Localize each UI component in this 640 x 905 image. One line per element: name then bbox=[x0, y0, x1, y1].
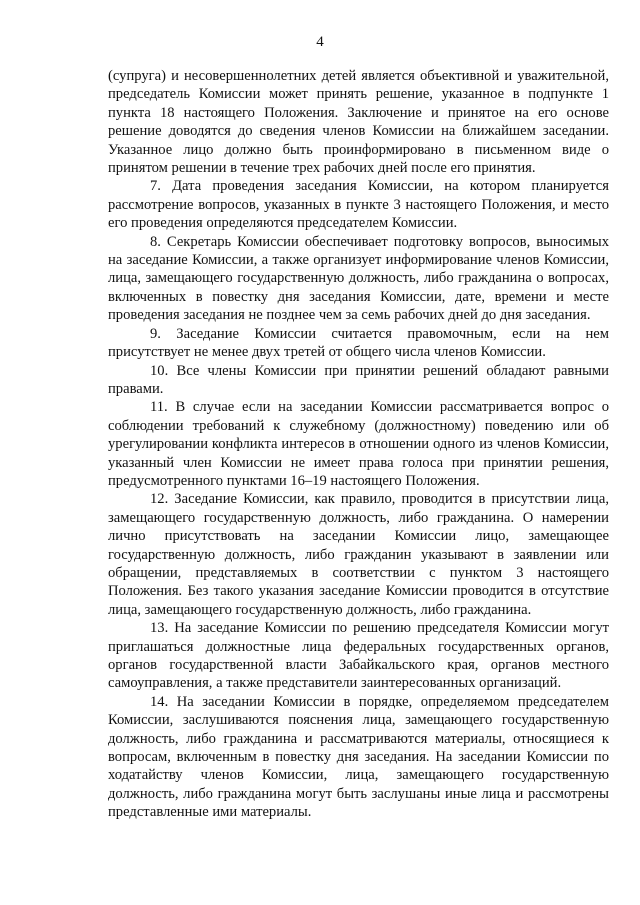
paragraph: 13. На заседание Комиссии по решению председателя Комиссии могут приглашаться должностные лица федеральных государственных органов, органов государственной власти Забайкальского края, органов местного самоуправления, а также представители заинтересованных организаций. bbox=[108, 620, 609, 692]
paragraph: 9. Заседание Комиссии считается правомочным, если на нем присутствует не менее двух третей от общего числа членов Комиссии. bbox=[108, 325, 609, 361]
paragraph: (супруга) и несовершеннолетних детей является объективной и уважительной, председатель Комиссии может принять решение, указанное в подпункте 1 пункта 18 настоящего Положения. Заключение и принятое на его основе решение доводятся до сведения членов Комиссии на ближайшем заседании. Указанное лицо должно быть проинформировано в письменном виде о принятом решении в течение трех рабочих дней после его принятия. bbox=[108, 68, 609, 177]
paragraph: 8. Секретарь Комиссии обеспечивает подготовку вопросов, выносимых на заседание Комиссии, а также организует информирование членов Комиссии, лица, замещающего государственную должность, либо гражданина о вопросах, включенных в повестку дня заседания Комиссии, дате, времени и месте проведения заседания не позднее чем за семь рабочих дней до дня заседания. bbox=[108, 233, 609, 324]
document-body bbox=[108, 67, 609, 822]
page-number: 4 bbox=[316, 34, 324, 50]
paragraph: 7. Дата проведения заседания Комиссии, на котором планируется рассмотрение вопросов, указанных в пункте 3 настоящего Положения, и место его проведения определяются председателем Комиссии. bbox=[108, 178, 609, 232]
paragraph: 10. Все члены Комиссии при принятии решений обладают равными правами. bbox=[108, 362, 609, 397]
paragraph: 11. В случае если на заседании Комиссии рассматривается вопрос о соблюдении требований к служебному (должностному) поведению или об урегулировании конфликта интересов в отношении одного из членов Комиссии, указанный член Комиссии не имеет права голоса при принятии решения, предусмотренного пунктами 16–19 настоящего Положения. bbox=[108, 399, 609, 489]
paragraph: 12. Заседание Комиссии, как правило, проводится в присутствии лица, замещающего государственную должность, либо гражданина. О намерении лично присутствовать на заседании Комиссии лицо, замещающее государственную должность, либо гражданин указывают в заявлении или обращении, представляемых в соответствии с пунктом 3 настоящего Положения. Без такого указания заседание Комиссии проводится в отсутствие лица, замещающего государственную должность, либо гражданина. bbox=[108, 491, 609, 618]
paragraph: 14. На заседании Комиссии в порядке, определяемом председателем Комиссии, заслушиваются пояснения лица, замещающего государственную должность, либо гражданина и рассматриваются материалы, относящиеся к вопросам, включенным в повестку дня заседания. На заседании Комиссии по ходатайству членов Комиссии, лица, замещающего государственную должность, либо гражданина могут быть заслушаны иные лица и рассмотрены представленные ими материалы. bbox=[108, 693, 609, 821]
